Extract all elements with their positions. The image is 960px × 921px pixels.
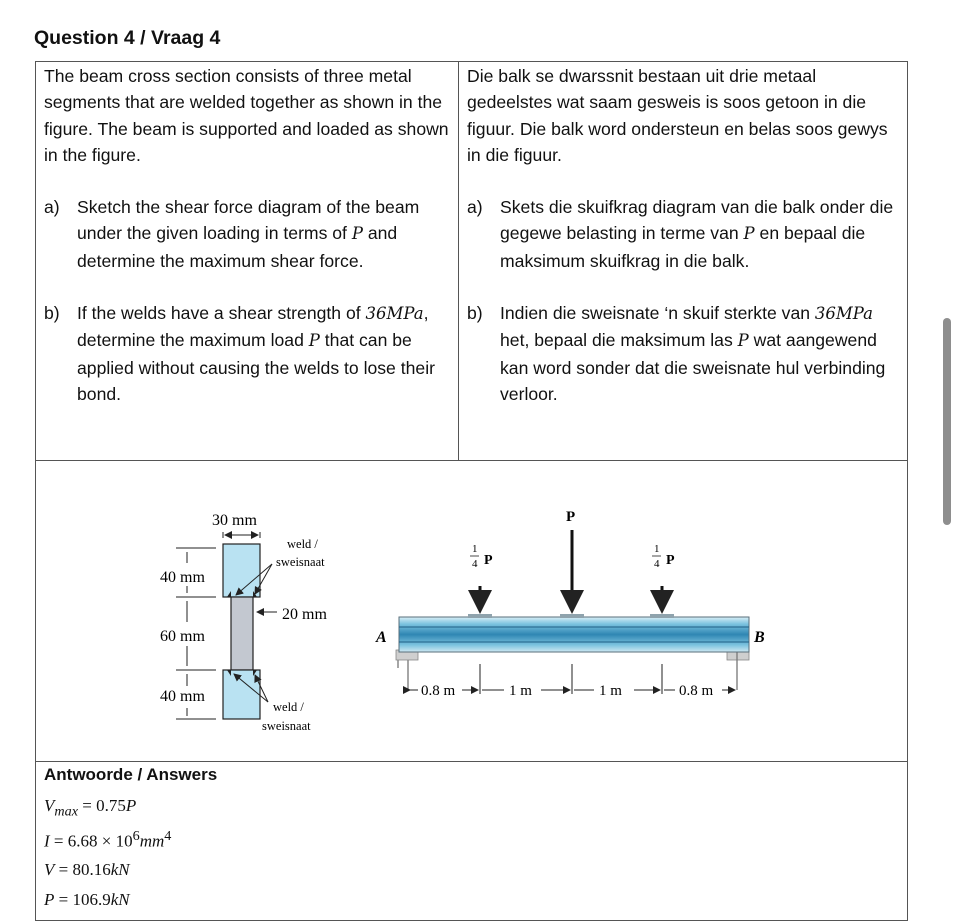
afrikaans-part-b [467,300,895,407]
part-b-label: b) [467,303,483,324]
load-right-num: 1 [654,543,660,555]
part-b-stress: 36MPa [365,304,424,324]
part-b-text: If the welds have a shear strength of [77,303,361,324]
load-left-den: 4 [472,558,478,570]
bottom-flange-segment [223,670,260,719]
part-a-text-end: and determine the maximum shear force. [77,223,398,271]
part-a-text: Sketch the shear force diagram of the beam under the given loading in terms of [77,197,420,244]
span-3-label: 1 m [599,683,622,699]
answer-vmax-rhs: = 0.75 [77,796,126,815]
load-left-num: 1 [472,543,478,555]
answer-v-unit: kN [110,860,130,879]
afrikaans-cell [467,63,895,407]
web-height-label: 60 mm [160,628,205,645]
english-part-a [44,194,452,274]
answer-p-lhs: P [44,890,55,909]
part-b-label: b) [44,303,60,324]
afrikaans-part-a [467,194,895,274]
english-cell [44,63,452,407]
answer-i-unit-exp: 4 [164,828,172,844]
answer-p-unit: kN [110,890,130,909]
load-pad [650,614,674,618]
answer-i-exp: 6 [132,828,140,844]
cross-section-figure [150,505,355,740]
top-flange-label: 40 mm [160,569,205,586]
support-b-label: B [754,629,765,646]
load-center-label: P [566,509,576,525]
part-a-text: Skets die skuifkrag diagram van die balk onder die gegewe belasting in terme van [500,197,894,244]
row-divider-1 [35,460,908,461]
width-label: 30 mm [212,512,257,529]
answer-p [44,890,130,910]
part-a-label: a) [44,197,60,218]
beam-figure [370,500,780,710]
answer-vmax-sub: max [54,803,78,820]
load-pad [560,614,584,618]
beam-body [399,617,749,652]
answers-heading: Antwoorde / Answers [44,765,218,784]
answer-inertia [44,828,171,852]
column-divider [458,61,459,461]
answer-vmax [44,796,136,820]
top-flange-segment [223,544,260,597]
answer-v [44,860,130,880]
part-b-text: Indien die sweisnate ‘n skuif sterkte van [500,303,811,324]
row-divider-2 [35,761,908,762]
answer-i-lhs: I [44,831,50,851]
answer-p-rhs: = 106.9 [54,890,111,909]
answer-vmax-var: P [125,796,137,815]
span-4-label: 0.8 m [679,683,714,699]
part-b-text-end: that can be applied without causing the welds to lose their bond. [77,330,435,404]
weld-bottom-label-2: sweisnaat [262,719,311,733]
scrollbar-thumb[interactable] [943,318,951,525]
english-part-b [44,300,452,407]
weld-bottom-label-1: weld / [273,700,304,714]
load-right-den: 4 [654,558,660,570]
weld-top-label-1: weld / [287,537,318,551]
load-right-var: P [666,553,675,568]
part-b-stress: 36MPa [814,304,873,324]
support-a-label: A [376,629,387,646]
load-left-var: P [484,553,493,568]
part-b-var: P [737,331,749,351]
part-b-text-end: wat aangewend kan word sonder dat die sweisnate hul verbinding verloor. [500,330,886,404]
part-a-var: P [351,224,363,244]
english-intro: The beam cross section consists of three metal segments that are welded together as shown in the figure. The beam is supported and loaded as shown in the figure. [44,66,449,165]
part-a-text-end: en bepaal die maksimum skuifkrag in die balk. [500,223,866,271]
part-a-label: a) [467,197,483,218]
load-pad [468,614,492,618]
part-b-text-mid: , determine the maximum load [77,303,429,351]
span-2-label: 1 m [509,683,532,699]
afrikaans-intro: Die balk se dwarssnit bestaan uit drie metaal gedeelstes wat saam gesweis is soos getoon in die figuur. Die balk word ondersteun en belas soos gewys in die figuur. [467,66,888,165]
span-1-label: 0.8 m [421,683,456,699]
answer-i-unit: mm [139,831,165,851]
weld-top-label-2: sweisnaat [276,555,325,569]
answer-v-lhs: V [44,860,55,879]
web-segment [231,597,253,670]
bottom-flange-label: 40 mm [160,688,205,705]
web-width-label: 20 mm [282,606,327,623]
answer-vmax-lhs: V [44,796,55,815]
part-a-var: P [743,224,755,244]
answer-v-rhs: = 80.16 [54,860,111,879]
question-title: Question 4 / Vraag 4 [34,27,221,49]
part-b-var: P [308,331,320,351]
part-b-text-mid: het, bepaal die maksimum las [500,330,733,351]
answer-i-mid: = 6.68 × 10 [49,831,133,851]
